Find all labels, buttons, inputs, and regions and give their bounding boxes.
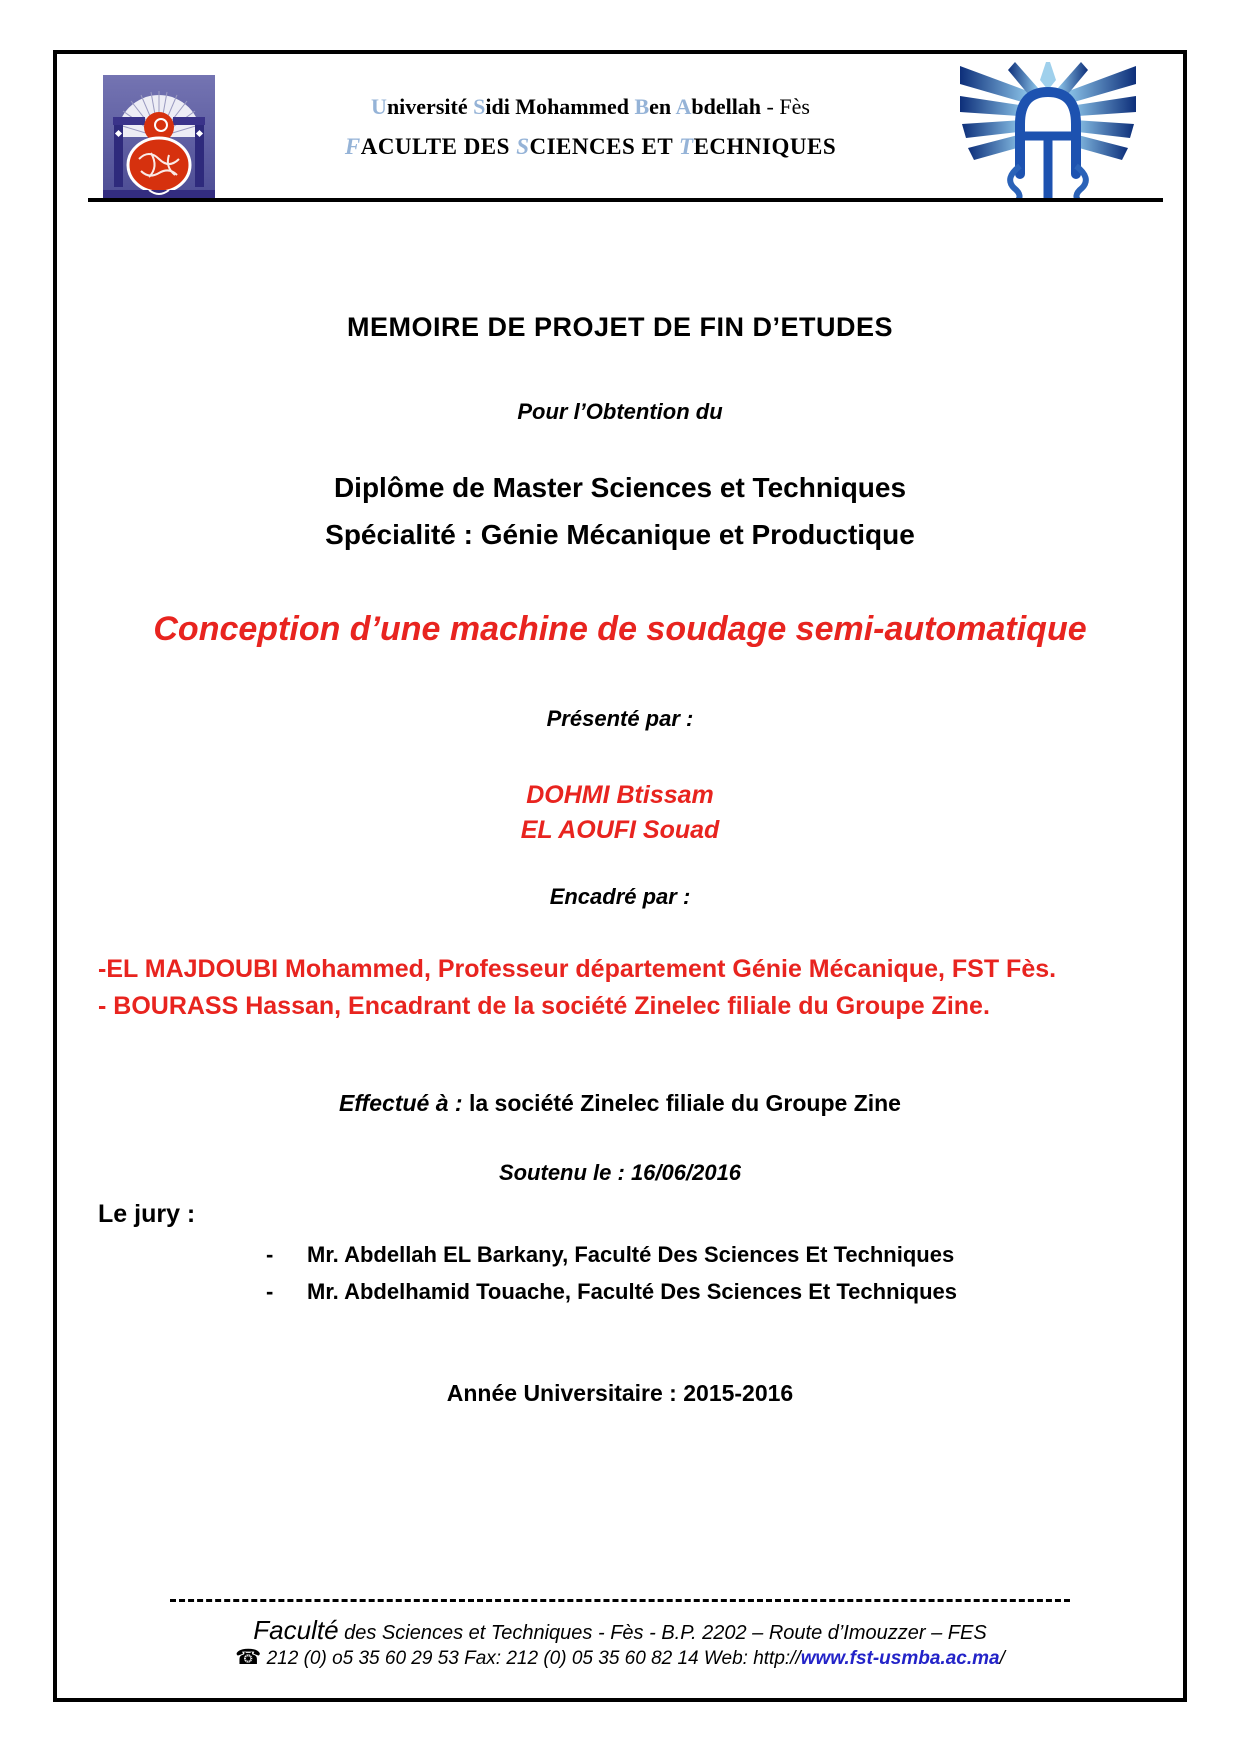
university-city-suffix: - Fès (761, 94, 810, 119)
bullet-dash: - (266, 1279, 274, 1304)
diploma-block (53, 464, 1187, 558)
faculty-initial: T (679, 134, 694, 159)
defense-date-line: Soutenu le : 16/06/2016 (498, 1160, 742, 1185)
location-label: Effectué à : (339, 1090, 463, 1116)
author-name: EL AOUFI Souad (520, 816, 720, 844)
supervisor-line: - BOURASS Hassan, Encadrant de la société Zinelec filiale du Groupe Zine. (98, 992, 990, 1020)
fst-logo-graphic (960, 62, 1136, 202)
university-name-line: Université Sidi Mohammed Ben Abdellah - Fès (371, 94, 810, 119)
university-logo-image (103, 75, 215, 200)
header-divider (88, 198, 1163, 202)
footer-contact-suffix: / (999, 1648, 1005, 1669)
footer-address-line (53, 1615, 1187, 1646)
university-emblem-graphic (103, 75, 215, 200)
academic-year-line: Année Universitaire : 2015-2016 (446, 1380, 794, 1406)
website-link[interactable]: www.fst-usmba.ac.ma (800, 1648, 1000, 1669)
footer-contact-line (53, 1645, 1187, 1670)
presented-by-label: Présenté par : (546, 706, 694, 731)
footer-dashed-divider (170, 1599, 1070, 1602)
footer-address-rest: des Sciences et Techniques - Fès - B.P. 2202 – Route d’Imouzzer – FES (338, 1622, 987, 1644)
jury-member-name: Mr. Abdellah EL Barkany, Faculté Des Sciences Et Techniques (307, 1242, 955, 1267)
diploma-line: Diplôme de Master Sciences et Techniques (333, 472, 907, 503)
jury-member-name: Mr. Abdelhamid Touache, Faculté Des Sciences Et Techniques (307, 1279, 957, 1304)
page-border (53, 50, 1187, 1702)
jury-label: Le jury : (98, 1200, 196, 1228)
supervisors-block (98, 951, 1118, 1025)
document-type-title: MEMOIRE DE PROJET DE FIN D’ETUDES (346, 312, 894, 342)
faculty-initial: F (344, 134, 361, 159)
university-initial: A (675, 94, 692, 119)
speciality-line: Spécialité : Génie Mécanique et Productique (325, 519, 915, 550)
footer-faculty-name: Faculté (253, 1615, 339, 1645)
project-title: Conception d’une machine de soudage semi-automatique (153, 610, 1087, 648)
author-name: DOHMI Btissam (526, 781, 714, 809)
supervised-by-label: Encadré par : (549, 884, 691, 909)
fst-logo-image (960, 62, 1136, 202)
location-value: la société Zinelec filiale du Groupe Zine (462, 1090, 901, 1116)
university-initial: U (371, 94, 387, 119)
footer-contact-text: 212 (0) o5 35 60 29 53 Fax: 212 (0) 05 35 60 82 14 Web: http:// (261, 1648, 801, 1669)
jury-list (266, 1236, 957, 1310)
university-initial: B (634, 94, 650, 119)
faculty-initial: S (516, 134, 530, 159)
header-institution-block (218, 94, 963, 160)
jury-member-row (266, 1273, 957, 1310)
bullet-dash: - (266, 1242, 274, 1267)
authors-block (53, 778, 1187, 848)
jury-member-row (266, 1236, 957, 1273)
supervisor-line: -EL MAJDOUBI Mohammed, Professeur département Génie Mécanique, FST Fès. (98, 955, 1057, 983)
university-initial: S (473, 94, 486, 119)
telephone-icon: ☎ (235, 1646, 262, 1669)
obtention-subtitle: Pour l’Obtention du (517, 399, 723, 424)
faculty-name-line: FACULTE DES SCIENCES ET TECHNIQUES (344, 134, 837, 159)
location-line (53, 1090, 1187, 1117)
